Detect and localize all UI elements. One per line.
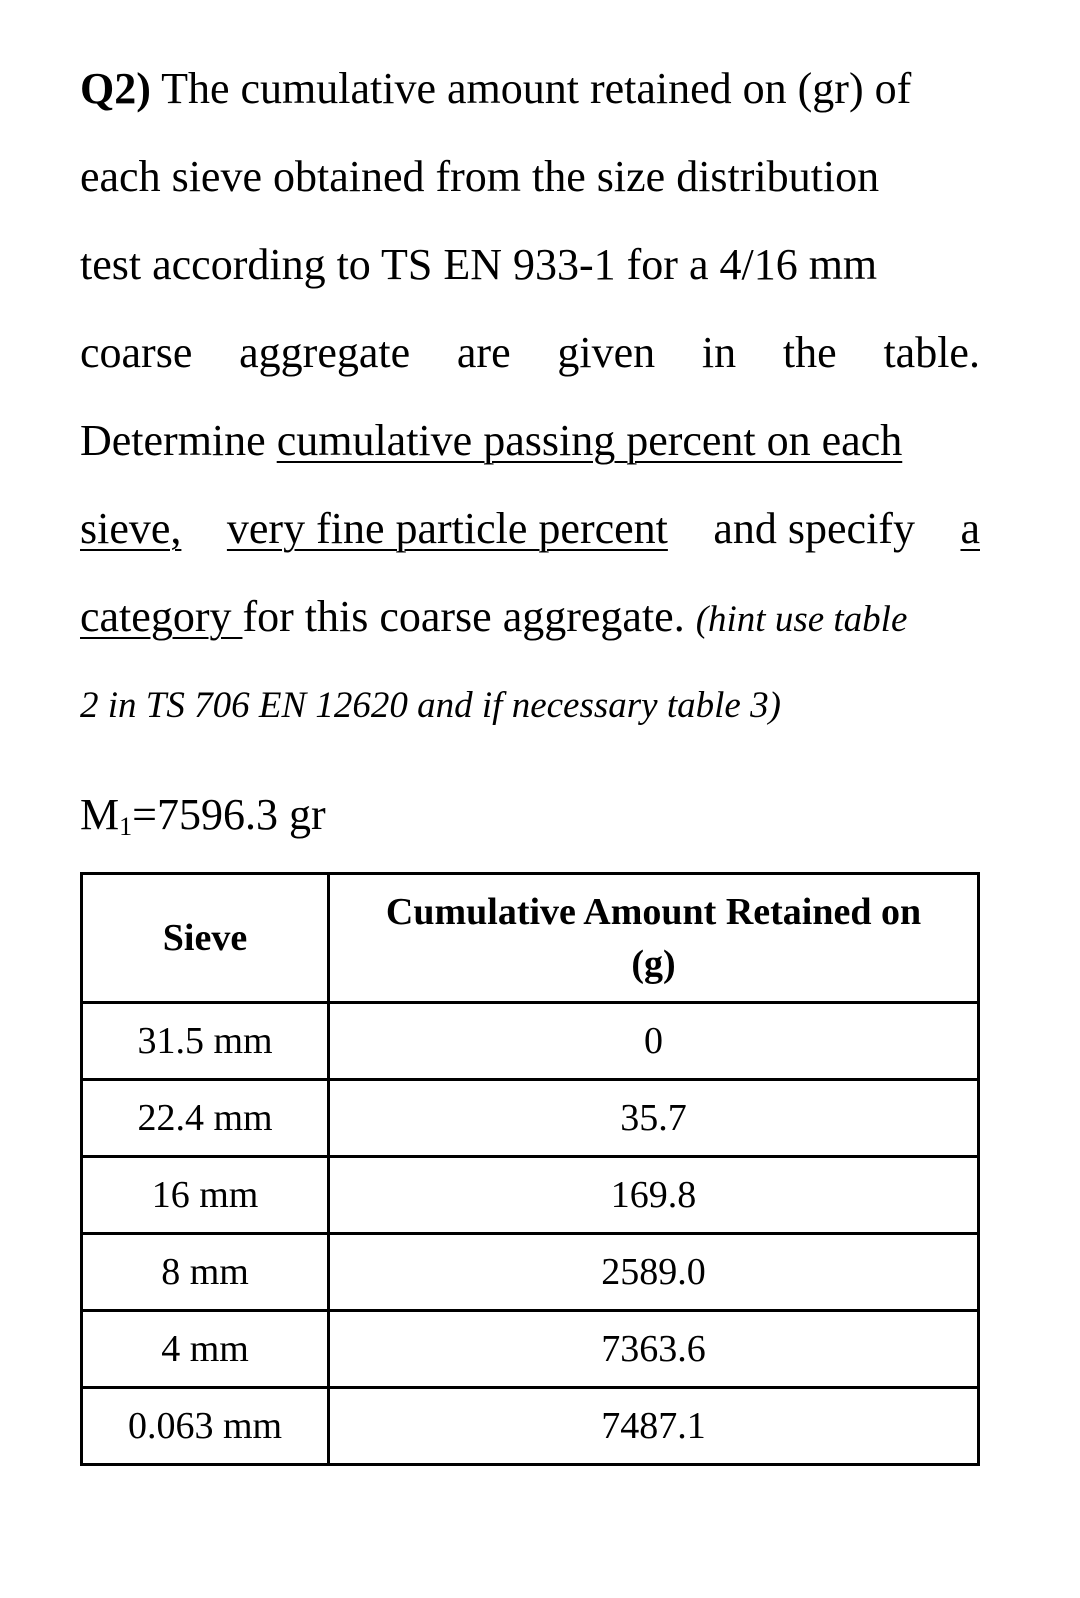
retained-amount: 7487.1 (329, 1388, 979, 1465)
retained-amount: 35.7 (329, 1080, 979, 1157)
retained-amount: 7363.6 (329, 1311, 979, 1388)
question-line-4 (80, 323, 980, 383)
line-5-plain: Determine (80, 416, 277, 465)
sample-mass (80, 785, 326, 845)
retained-amount: 0 (329, 1003, 979, 1080)
sieve-size: 16 mm (82, 1157, 329, 1234)
retained-amount: 2589.0 (329, 1234, 979, 1311)
underlined-sieve: sieve, (80, 504, 182, 553)
header-sieve: Sieve (82, 874, 329, 1003)
word: given (557, 328, 656, 377)
underlined-category: category (80, 592, 243, 641)
question-line-1-text: The cumulative amount retained on (gr) of (150, 64, 912, 113)
word: in (701, 328, 737, 377)
question-line-5 (80, 411, 980, 471)
hint-text-end: 2 in TS 706 EN 12620 and if necessary table 3) (80, 685, 781, 726)
mass-symbol: M (80, 790, 120, 839)
mass-value: =7596.3 gr (132, 790, 326, 839)
question-line-2: each sieve obtained from the size distribution (80, 152, 880, 201)
table-row (82, 1080, 979, 1157)
header-cumulative-retained (329, 874, 979, 1003)
underlined-a: a (960, 504, 980, 553)
question-line-6 (80, 499, 980, 559)
hint-text-start: (hint use table (695, 599, 908, 640)
table-header-row (82, 874, 979, 1003)
table-row (82, 1388, 979, 1465)
header-unit: (g) (631, 943, 676, 985)
sieve-size: 4 mm (82, 1311, 329, 1388)
mass-subscript: 1 (119, 812, 133, 841)
word: the (782, 328, 837, 377)
underlined-very-fine-particle: very fine particle percent (226, 504, 668, 553)
sieve-size: 0.063 mm (82, 1388, 329, 1465)
sieve-data-table (80, 872, 980, 1466)
word: table. (883, 328, 980, 377)
retained-amount: 169.8 (329, 1157, 979, 1234)
line-6-plain: and specify (713, 504, 915, 553)
question-line-8 (80, 673, 980, 733)
header-cumulative-retained-label: Cumulative Amount Retained on (385, 891, 922, 933)
word: are (456, 328, 511, 377)
sieve-size: 8 mm (82, 1234, 329, 1311)
table-row (82, 1003, 979, 1080)
table-row (82, 1311, 979, 1388)
underlined-cumulative-passing: cumulative passing percent on each (276, 416, 903, 465)
sieve-size: 31.5 mm (82, 1003, 329, 1080)
sieve-size: 22.4 mm (82, 1080, 329, 1157)
table-row (82, 1157, 979, 1234)
word: coarse (80, 328, 193, 377)
question-line-7 (80, 587, 980, 647)
question-line-1 (80, 59, 980, 119)
word: aggregate (239, 328, 411, 377)
question-label: Q2) (80, 64, 151, 113)
table-row (82, 1234, 979, 1311)
question-line-3: test according to TS EN 933-1 for a 4/16 mm (80, 240, 878, 289)
line-7-plain: for this coarse aggregate. (242, 592, 696, 641)
